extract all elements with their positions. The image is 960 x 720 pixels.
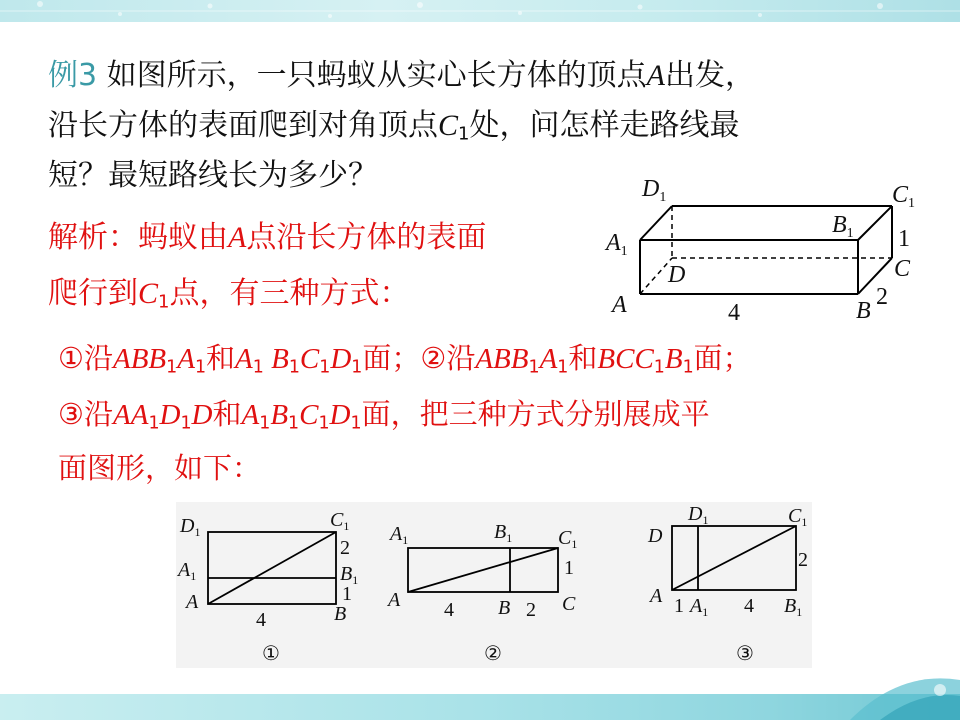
top-decor-pattern xyxy=(0,0,960,22)
svg-text:4: 4 xyxy=(256,609,266,631)
svg-text:A1: $A_1$ xyxy=(390,523,409,547)
length-1: 1 xyxy=(898,226,910,252)
svg-text:1: 1 xyxy=(342,583,352,605)
example-label: 例3 xyxy=(48,58,98,93)
svg-text:4: 4 xyxy=(444,599,454,621)
svg-text:D1: $D_1$ xyxy=(688,503,709,527)
corner-swirl-decor xyxy=(840,660,960,720)
svg-text:2: 2 xyxy=(798,549,808,571)
label-B1: $B_1$ xyxy=(832,212,854,241)
svg-text:C: C xyxy=(562,593,576,615)
label-D: D xyxy=(668,262,686,288)
svg-text:A: A xyxy=(186,591,199,613)
problem-line-1: 例3 如图所示，一只蚂蚁从实心长方体的顶点A出发， xyxy=(48,58,755,93)
cuboid-figure xyxy=(600,170,922,322)
svg-text:A1: $A_1$ xyxy=(178,559,197,583)
svg-text:1: 1 xyxy=(674,595,684,617)
analysis-ways-line-2: ③沿$AA_1D_1D$和$A_1B_1C_1D_1$面，把三种方式分别展成平 xyxy=(58,397,710,434)
label-A1: $A_1$ xyxy=(606,230,628,259)
analysis-line-1: 解析：蚂蚁由A点沿长方体的表面 xyxy=(48,220,487,255)
svg-text:B: B xyxy=(334,603,347,625)
svg-text:2: 2 xyxy=(526,599,536,621)
svg-text:D1: $D_1$ xyxy=(180,515,201,539)
top-decor-band xyxy=(0,0,960,22)
svg-text:1: 1 xyxy=(564,557,574,579)
label-B: B xyxy=(856,298,871,322)
unfolded-nets-panel xyxy=(176,502,812,668)
svg-text:C1: $C_1$ xyxy=(558,527,578,551)
svg-text:B: B xyxy=(498,597,511,619)
svg-text:C1: $C_1$ xyxy=(788,505,808,529)
svg-text:A1: $A_1$ xyxy=(690,595,709,619)
svg-text:2: 2 xyxy=(340,537,350,559)
bottom-decor-band xyxy=(0,694,960,720)
svg-text:B1: $B_1$ xyxy=(494,521,513,545)
svg-text:B1: $B_1$ xyxy=(340,563,359,587)
svg-text:A: A xyxy=(388,589,401,611)
analysis-line-2: 爬行到$C_1$点，有三种方式： xyxy=(48,276,410,313)
problem-line-2: 沿长方体的表面爬到对角顶点$C_1$处，问怎样走路线最 xyxy=(48,108,740,145)
caption-2: ② xyxy=(484,643,502,665)
svg-text:A: A xyxy=(650,585,663,607)
analysis-line-5: 面图形，如下： xyxy=(58,451,262,485)
problem-line-3: 短？最短路线长为多少？ xyxy=(48,158,378,193)
label-C1: $C_1$ xyxy=(892,182,916,211)
label-D1: $D_1$ xyxy=(642,176,667,205)
label-A: A xyxy=(612,292,627,318)
svg-text:B1: $B_1$ xyxy=(784,595,803,619)
label-C: C xyxy=(894,256,911,282)
length-4: 4 xyxy=(728,300,740,322)
svg-text:D: D xyxy=(648,525,663,547)
svg-text:4: 4 xyxy=(744,595,754,617)
length-2: 2 xyxy=(876,284,888,310)
caption-1: ① xyxy=(262,643,280,665)
analysis-ways-line-1: ①沿$ABB_1A_1$和$A_1$ $B_1C_1D_1$面；②沿$ABB_1A_1$和$BCC_1B_1$面； xyxy=(58,341,752,378)
caption-3: ③ xyxy=(736,643,754,665)
svg-text:C1: $C_1$ xyxy=(330,509,350,533)
